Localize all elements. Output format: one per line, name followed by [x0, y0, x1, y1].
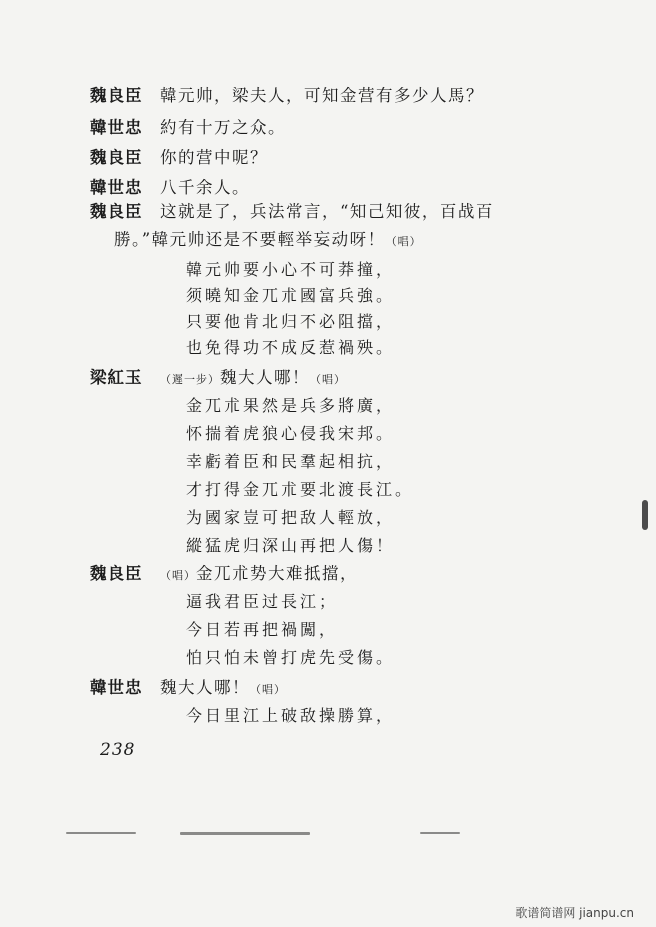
dialogue-text: 你的营中呢？ [160, 148, 268, 167]
speaker-han-shizhong: 韓世忠 [90, 118, 143, 137]
speaker-han-shizhong: 韓世忠 [90, 178, 143, 197]
verse-line: 縱猛虎归深山再把人傷！ [186, 536, 396, 555]
speaker-han-shizhong: 韓世忠 [90, 678, 143, 697]
verse-line: 只要他肯北归不必阻擋， [186, 312, 396, 331]
stage-note: （唱） [250, 683, 286, 696]
dialogue-text: 魏大人哪！ [220, 368, 310, 387]
speaker-wei-liangchen: 魏良臣 [90, 202, 143, 221]
speaker-wei-liangchen: 魏良臣 [90, 564, 143, 583]
scan-artifact [180, 832, 310, 835]
verse-line: 才打得金兀朮要北渡長江。 [186, 480, 415, 499]
dialogue-text: 韓元帅，梁夫人，可知金营有多少人馬？ [160, 86, 484, 105]
dialogue-text: 魏大人哪！ [160, 678, 250, 697]
stage-note: （唱） [310, 373, 346, 386]
scan-artifact [642, 500, 648, 530]
page-number: 238 [100, 740, 136, 760]
dialogue-text: 勝。”韓元帅还是不要輕举妄动呀！ [114, 230, 386, 249]
dialogue-text: 这就是了，兵法常言，“知己知彼，百战百 [160, 202, 494, 221]
verse-line: 为國家豈可把敌人輕放， [186, 508, 396, 527]
speaker-wei-liangchen: 魏良臣 [90, 86, 143, 105]
speaker-wei-liangchen: 魏良臣 [90, 148, 143, 167]
stage-note: （唱） [385, 235, 422, 248]
verse-line: 幸虧着臣和民羣起相抗， [186, 452, 396, 471]
dialogue-continuation [160, 368, 346, 390]
dialogue-continuation [160, 564, 358, 586]
dialogue-text: 金兀朮势大难抵擋， [196, 564, 358, 583]
verse-line: 金兀朮果然是兵多將廣， [186, 396, 396, 415]
verse-line: 须曉知金兀朮國富兵強。 [186, 286, 396, 305]
verse-line: 怀揣着虎狼心侵我宋邦。 [186, 424, 396, 443]
dialogue-text: 約有十万之众。 [160, 118, 286, 137]
verse-line: 逼我君臣过長江； [186, 592, 339, 611]
verse-line: 韓元帅要小心不可莽撞， [186, 260, 396, 279]
verse-line: 也免得功不成反惹禍殃。 [186, 338, 396, 357]
verse-line: 今日里江上破敌操勝算， [186, 706, 396, 725]
verse-line: 怕只怕未曾打虎先受傷。 [186, 648, 396, 667]
dialogue-continuation [160, 678, 286, 700]
verse-line: 今日若再把禍闖， [186, 620, 339, 639]
dialogue-text: 八千余人。 [160, 178, 250, 197]
scan-artifact [66, 832, 136, 834]
stage-note: （遲一步） [160, 373, 220, 386]
scan-artifact [420, 832, 460, 834]
speaker-liang-hongyu: 梁紅玉 [90, 368, 143, 387]
stage-note: （唱） [160, 569, 196, 582]
watermark: 歌谱简谱网 jianpu.cn [515, 906, 634, 920]
dialogue-continuation [114, 230, 422, 252]
